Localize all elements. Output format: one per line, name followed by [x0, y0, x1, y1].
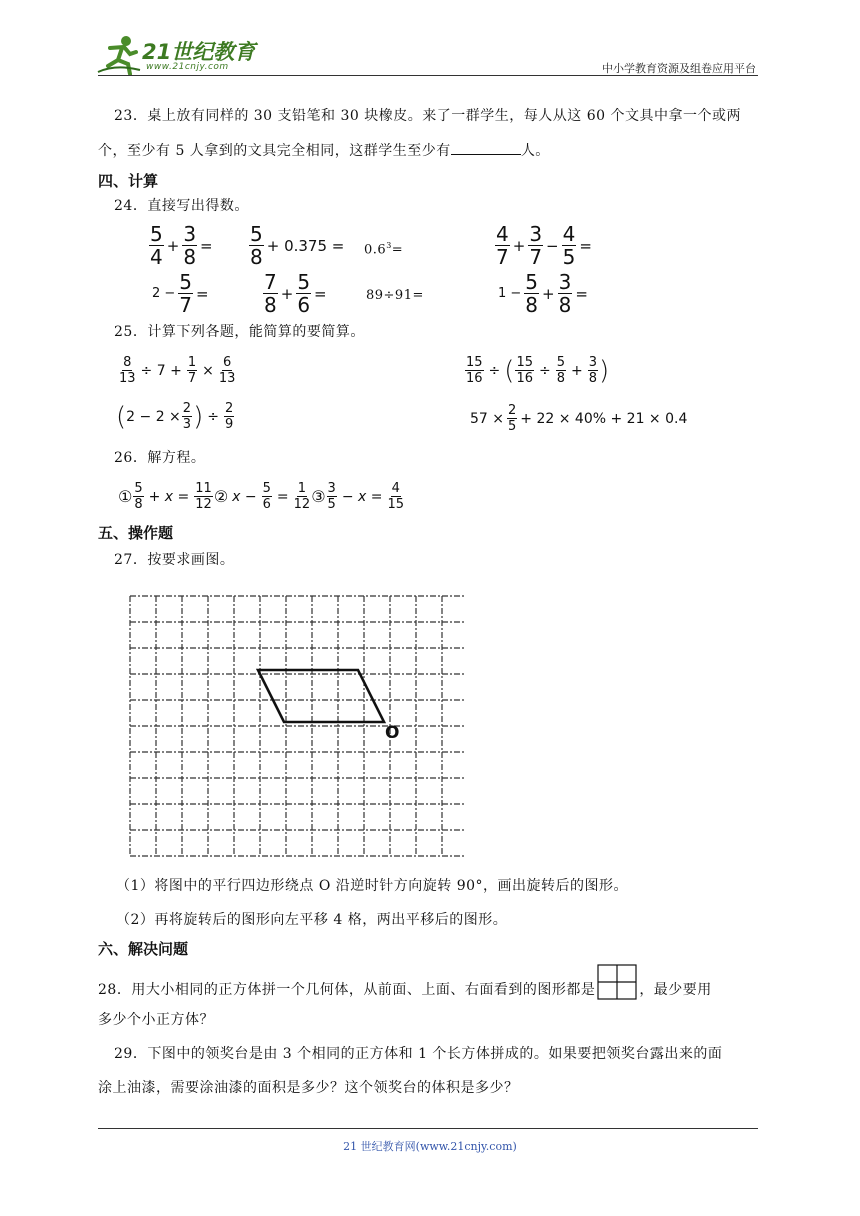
parallelogram [258, 670, 384, 722]
header-platform-text: 中小学教育资源及组卷应用平台 [602, 62, 756, 75]
logo-title: 21世纪教育 [142, 40, 256, 64]
fraction: $\frac{5}{7}$ [179, 270, 193, 317]
q25-problem-1: $\frac{8}{13}$ ÷ 7 + $\frac{1}{7}$ × $\frac{6}{13}$ [119, 355, 236, 386]
answer-blank[interactable] [451, 140, 521, 155]
fraction: $\frac{15}{16}$ [466, 355, 483, 386]
q25-problem-2: $\frac{15}{16}$ ÷ ( $\frac{15}{16}$ ÷ $\frac{5}{8}$ + $\frac{3}{8}$ ) [466, 355, 610, 386]
q25-problem-4: 57 × $\frac{2}{5}$ + 22 × 40% + 21 × 0.4 [470, 403, 688, 434]
q26-equations: ① $\frac{5}{8}$ + x = $\frac{11}{12}$ ② x − $\frac{5}{6}$ = $\frac{1}{12}$ ③ $\frac{3}{5}$ − x = $\frac{4}{15}$ [118, 481, 405, 512]
fraction: $\frac{11}{12}$ [195, 481, 212, 512]
two-by-two-grid-icon [597, 972, 637, 1008]
fraction: $\frac{5}{8}$ [525, 270, 539, 317]
fraction: $\frac{6}{13}$ [218, 355, 236, 386]
fraction: $\frac{4}{15}$ [387, 481, 405, 512]
q24-title: 24．直接写出得数。 [114, 198, 249, 214]
q25-title: 25．计算下列各题，能简算的要简算。 [114, 324, 365, 340]
fraction: $\frac{3}{8}$ [588, 355, 598, 386]
fraction: $\frac{3}{5}$ [327, 481, 336, 512]
q24-expr-3: $0.6^3=$ [364, 241, 404, 258]
q28-line1: 28．用大小相同的正方体拼一个几何体，从前面、上面、右面看到的图形都是 ，最少要用 [98, 972, 712, 1008]
q23-line1: 23．桌上放有同样的 30 支铅笔和 30 块橡皮。来了一群学生，每人从这 60 个文具中拿一个或两 [114, 108, 741, 124]
q24-expr-8: 1 − $\frac{5}{8}$ + $\frac{3}{8}$ = [498, 270, 588, 317]
fraction: $\frac{5}{6}$ [262, 481, 271, 512]
point-o-label: O [385, 723, 400, 743]
fraction: $\frac{2}{9}$ [224, 401, 234, 432]
section-4-heading: 四、计算 [98, 172, 159, 190]
fraction: $\frac{2}{3}$ [182, 401, 192, 432]
fraction: $\frac{2}{5}$ [508, 403, 517, 434]
fraction: $\frac{3}{7}$ [529, 222, 543, 269]
fraction: $\frac{8}{13}$ [119, 355, 136, 386]
fraction: $\frac{3}{8}$ [558, 270, 572, 317]
q24-expr-1: $\frac{5}{4}$ + $\frac{3}{8}$ = [150, 222, 213, 269]
footer-rule [98, 1128, 758, 1129]
section-5-heading: 五、操作题 [98, 524, 174, 542]
q28-line2: 多少个小正方体？ [98, 1012, 214, 1028]
fraction: $\frac{5}{8}$ [250, 222, 263, 269]
q23-text: 个，至少有 5 人拿到的文具完全相同，这群学生至少有 [98, 143, 451, 159]
fraction: $\frac{5}{8}$ [134, 481, 143, 512]
q27-sub2: （2）再将旋转后的图形向左平移 4 格，两出平移后的图形。 [116, 912, 508, 928]
q24-expr-5: 2 − $\frac{5}{7}$ = [152, 270, 209, 317]
q26-title: 26．解方程。 [114, 450, 206, 466]
q23-tail: 人。 [520, 143, 550, 159]
q24-expr-7: 89÷91= [366, 288, 424, 303]
logo-url: www.21cnjy.com [146, 62, 229, 72]
fraction: $\frac{3}{8}$ [183, 222, 197, 269]
q29-line2: 涂上油漆，需要涂油漆的面积是多少？这个领奖台的体积是多少？ [98, 1080, 519, 1096]
q25-problem-3: ( 2 − 2 × $\frac{2}{3}$ ) ÷ $\frac{2}{9}$ [116, 401, 234, 432]
fraction: $\frac{5}{6}$ [297, 270, 311, 317]
fraction: $\frac{7}{8}$ [264, 270, 277, 317]
fraction: $\frac{4}{7}$ [496, 222, 509, 269]
header-rule [98, 75, 758, 76]
q24-expr-4: $\frac{4}{7}$ + $\frac{3}{7}$ − $\frac{4}{5}$ = [496, 222, 592, 269]
runner-logo-icon [96, 34, 142, 76]
footer-link[interactable]: 21 世纪教育网(www.21cnjy.com) [343, 1140, 517, 1153]
fraction: $\frac{5}{4}$ [150, 222, 163, 269]
q23-line2 [98, 140, 550, 161]
q24-expr-2: $\frac{5}{8}$ + 0.375 = [250, 222, 345, 269]
fraction: $\frac{1}{12}$ [293, 481, 311, 512]
fraction: $\frac{15}{16}$ [516, 355, 533, 386]
header-logo [96, 34, 266, 78]
fraction: $\frac{5}{8}$ [556, 355, 565, 386]
q29-line1: 29．下图中的领奖台是由 3 个相同的正方体和 1 个长方体拼成的。如果要把领奖台露出来的面 [114, 1046, 723, 1062]
fraction: $\frac{1}{7}$ [187, 355, 197, 386]
fraction: $\frac{4}{5}$ [562, 222, 576, 269]
q24-expr-6: $\frac{7}{8}$ + $\frac{5}{6}$ = [264, 270, 327, 317]
rotation-grid-figure [126, 592, 466, 858]
q27-title: 27．按要求画图。 [114, 552, 235, 568]
section-6-heading: 六、解决问题 [98, 940, 189, 958]
q27-sub1: （1）将图中的平行四边形绕点 O 沿逆时针方向旋转 90°，画出旋转后的图形。 [116, 878, 629, 894]
